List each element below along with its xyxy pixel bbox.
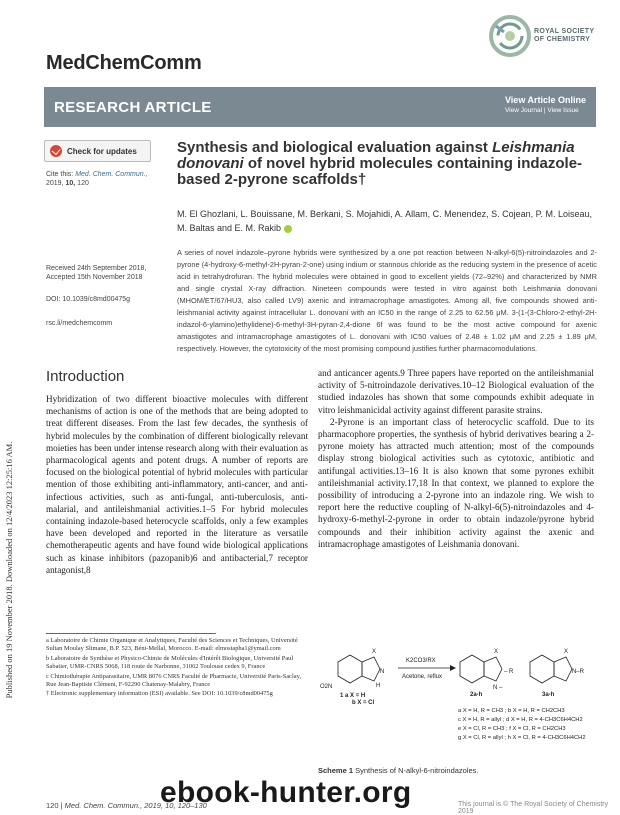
scheme-caption xyxy=(318,766,479,775)
link-separator: | xyxy=(543,107,546,114)
citation-block xyxy=(46,170,166,188)
start-n-label: N xyxy=(380,669,385,675)
conditions-label: Acetone, reflux xyxy=(402,674,443,680)
product2-n-label: N – xyxy=(493,685,503,691)
title-part1: Synthesis and biological evaluation against xyxy=(177,139,488,156)
intro-paragraph-2: and anticancer agents.9 Three papers have reported on the antileishmanial activity of 5-nitroindazole derivatives.10–12 Biological evaluation of the studied indazoles has shown that some compounds exhibit adequate in vitro leishmanicidal activity against different parasite strains. xyxy=(318,368,594,415)
orcid-icon[interactable] xyxy=(284,225,292,233)
footer-copyright: This journal is © The Royal Society of Chemistry 2019 xyxy=(458,801,609,815)
start-no2-label: O2N xyxy=(320,684,333,690)
product2-x-label: X xyxy=(494,649,499,655)
rsc-line2: OF CHEMISTRY xyxy=(534,36,591,43)
author-list xyxy=(177,207,597,235)
scheme-caption-label: Scheme 1 xyxy=(318,766,354,775)
cite-journal[interactable]: Med. Chem. Commun., xyxy=(75,171,148,178)
scheme-legend-line-4: g X = Cl, R = allyl ; h X = Cl, R = 4-CH3C6H4CH2 xyxy=(458,735,586,741)
product2-r-label: – R xyxy=(504,669,514,675)
footnote-esi: † Electronic supplementary information (ESI) available. See DOI: 10.1039/c8md00475g xyxy=(46,690,273,698)
received-date: Received 24th September 2018, xyxy=(46,265,147,272)
intro-right-column xyxy=(318,367,594,550)
check-updates-icon xyxy=(50,145,62,157)
check-updates-label: Check for updates xyxy=(67,146,137,156)
title-species: Leishmania donovani xyxy=(177,139,575,172)
start-compound-label-a: 1 a X = H xyxy=(340,693,366,699)
journal-name: MedChemComm xyxy=(46,52,202,74)
scheme-legend-line-3: e X = Cl, R = CH3 ; f X = Cl, R = CH2CH3 xyxy=(458,726,566,732)
footnote-affiliation-a: a Laboratoire de Chimie Organique et Analytiques, Faculté des Sciences et Techniques, Université Sultan Moulay Slimane, B.P. 523, Béni-Mellal, Morocco. E-mail: elmostapha1@ymail.com xyxy=(46,637,298,653)
product3-nr-label: N–R xyxy=(572,669,585,675)
rsc-emblem-icon xyxy=(488,14,532,58)
footnote-divider xyxy=(46,633,216,634)
start-x-label: X xyxy=(372,649,377,655)
cite-volume: 10, xyxy=(65,180,76,187)
scheme-legend-line-2: c X = H, R = allyl ; d X = H, R = 4-CH3C6H4CH2 xyxy=(458,717,583,723)
section-heading-introduction: Introduction xyxy=(46,368,125,385)
start-h-label: H xyxy=(376,683,381,689)
banner-links xyxy=(505,95,586,114)
authors-text: M. El Ghozlani, L. Bouissane, M. Berkani, S. Mojahidi, A. Allam, C. Menendez, S. Cojean, P. M. Loiseau, M. Baltas and E. M. Rakib xyxy=(177,209,593,233)
product3-label: 3a-h xyxy=(542,692,555,698)
view-issue-link[interactable]: View Issue xyxy=(547,107,579,114)
article-title xyxy=(177,140,597,188)
article-type-label: RESEARCH ARTICLE xyxy=(54,99,212,116)
reagent-label: K2CO3/RX xyxy=(406,658,436,664)
cite-prefix: Cite this: xyxy=(46,171,74,178)
publication-notice: Published on 19 November 2018. Downloaded on 12/4/2023 12:25:16 AM. xyxy=(4,441,14,699)
footer-separator: | xyxy=(60,801,63,810)
watermark: ebook-hunter.org xyxy=(160,776,412,809)
start-compound-label-b: b X = Cl xyxy=(352,700,375,706)
cite-page: 120 xyxy=(77,180,89,187)
affiliation-footnotes xyxy=(46,633,308,700)
article-type-banner xyxy=(44,87,596,127)
view-journal-link[interactable]: View Journal xyxy=(504,107,543,114)
product-2-structure xyxy=(460,655,502,683)
reaction-scheme-drawing xyxy=(318,640,594,760)
abstract: A series of novel indazole–pyrone hybrids were synthesized by a one pot reaction between N-alkyl-6(5)-nitroindazoles and 2-pyrone (4-hydroxy-6-methyl-2H-pyran-2-one) using indium or stannous chloride as the reducing system in the presence of acetic acid in tetrahydrofuran. The hybrid molecules were obtained in good to excellent yields (72–92%) and characterized by NMR and single crystal X-ray diffraction. Nineteen compounds were tested in vitro against both Leishmania donovani (MHOM/ET/67/HU3, also called LV9) axenic and intramacrophage amastigotes. Among all, five compounds showed anti-leishmanial activity against intracellular L. donovani with an IC50 in the range of 2.25 to 62.56 μM. 3-(1-(3-Chloro-2-ethyl-2H-indazol-6-ylamino)ethylidene)-6-methyl-3H-pyran-2,4-dione 6f was found to be the most active compound for axenic amastigotes and intramacrophage amastigotes of L. donovani with IC50 values of 2.48 ± 1.02 μM and 2.25 ± 1.89 μM, respectively. However, the cytotoxicity of the most promising compound justifies further pharmacomodulations. xyxy=(177,248,597,353)
scheme-legend-line-1: a X = H, R = CH3 ; b X = H, R = CH2CH3 xyxy=(458,708,565,714)
rsc-logo xyxy=(488,14,598,74)
accepted-date: Accepted 15th November 2018 xyxy=(46,274,143,281)
title-part2: of novel hybrid molecules containing indazole-based 2-pyrone scaffolds† xyxy=(177,155,583,188)
journal-short-link[interactable]: rsc.li/medchemcomm xyxy=(46,320,113,327)
scheme-1-figure xyxy=(318,640,594,760)
intro-left-column xyxy=(46,393,308,576)
footnote-affiliation-b: b Laboratoire de Synthèse et Physico-Chimie de Molécules d'Intérêt Biologique, Université Paul Sabatier, UMR-CNRS 5068, 118 route de Narbonne, 31062 Toulouse cedex 9, France xyxy=(46,654,294,671)
doi-text[interactable]: DOI: 10.1039/c8md00475g xyxy=(46,296,131,303)
scheme-caption-text: Synthesis of N-alkyl-6-nitroindazoles. xyxy=(355,766,479,775)
view-article-online-link[interactable]: View Article Online xyxy=(504,95,586,105)
cite-year: 2019, xyxy=(46,180,64,187)
intro-paragraph-1: Hybridization of two different bioactive molecules with different mechanisms of action is one of the methods that are being adopted to treat different diseases. From the last few decades, the synthesis of hybrid molecules by the combination of different biologically relevant moieties has been under intense research along with their evaluation as pharmacological agents and potent drugs. A number of reports are focused on the biological potential of hybrid molecules with particular mention of those exhibiting anti-inflammatory, anti-cancer, and anti-infectious activities, such as anti-fungal, anti-tuberculosis, anti-malarial, and antileishmanial activities.1–5 For hybrid molecules containing indazole-based heterocycle scaffolds, only a few examples have been developed and reported in the literature as versatile chemotherapeutic agents and have found wide biological applications such as kinase inhibitors (pazopanib)6 and antibacterial,7 receptor antagonist,8 xyxy=(46,394,308,575)
view-links-row xyxy=(505,107,586,114)
intro-paragraph-3: 2-Pyrone is an important class of heterocyclic scaffold. Due to its pharmacophore properties, the synthesis of hybrid derivatives bearing a 2-pyrone moiety has attracted much attention; most of the compounds display strong biological activities such as cytotoxic, antibiotic and antifungal activities.13–16 It is also known that some pyrones exhibit antileishmanial activity.17,18 In that context, we planned to explore the possibility of introducing a 2-pyrone into an indazole ring. We wish to report here the reductive coupling of N-alkyl-6(5)-nitroindazoles and 4-hydroxy-6-methyl-2-pyrone in order to obtain indazole/pyrone hybrid compounds and their inhibition activity against the axenic and intramacrophage amastigotes of Leishmania donovani. xyxy=(318,416,594,549)
reaction-arrow-head xyxy=(450,665,456,671)
footnote-affiliation-c: c Chimiothérapie Antiparasitaire, UMR 8076 CNRS Faculté de Pharmacie, Université Paris-Saclay, Rue Jean-Baptiste Clément, F-92290 Chatenay-Malabry, France xyxy=(46,672,301,689)
rsc-wordmark xyxy=(534,28,594,44)
received-dates xyxy=(46,264,166,282)
footer-journal-ref: Med. Chem. Commun., 2019, 10, 120–130 xyxy=(64,801,207,810)
page-number: 120 xyxy=(46,801,59,810)
product2-label: 2a-h xyxy=(470,692,483,698)
check-for-updates-button[interactable] xyxy=(44,140,151,162)
starting-indazole-structure xyxy=(338,655,380,683)
product-3-structure xyxy=(530,655,572,683)
product3-x-label: X xyxy=(564,649,569,655)
side-notice-strip xyxy=(2,150,16,699)
rsc-line1: ROYAL SOCIETY xyxy=(534,28,595,35)
